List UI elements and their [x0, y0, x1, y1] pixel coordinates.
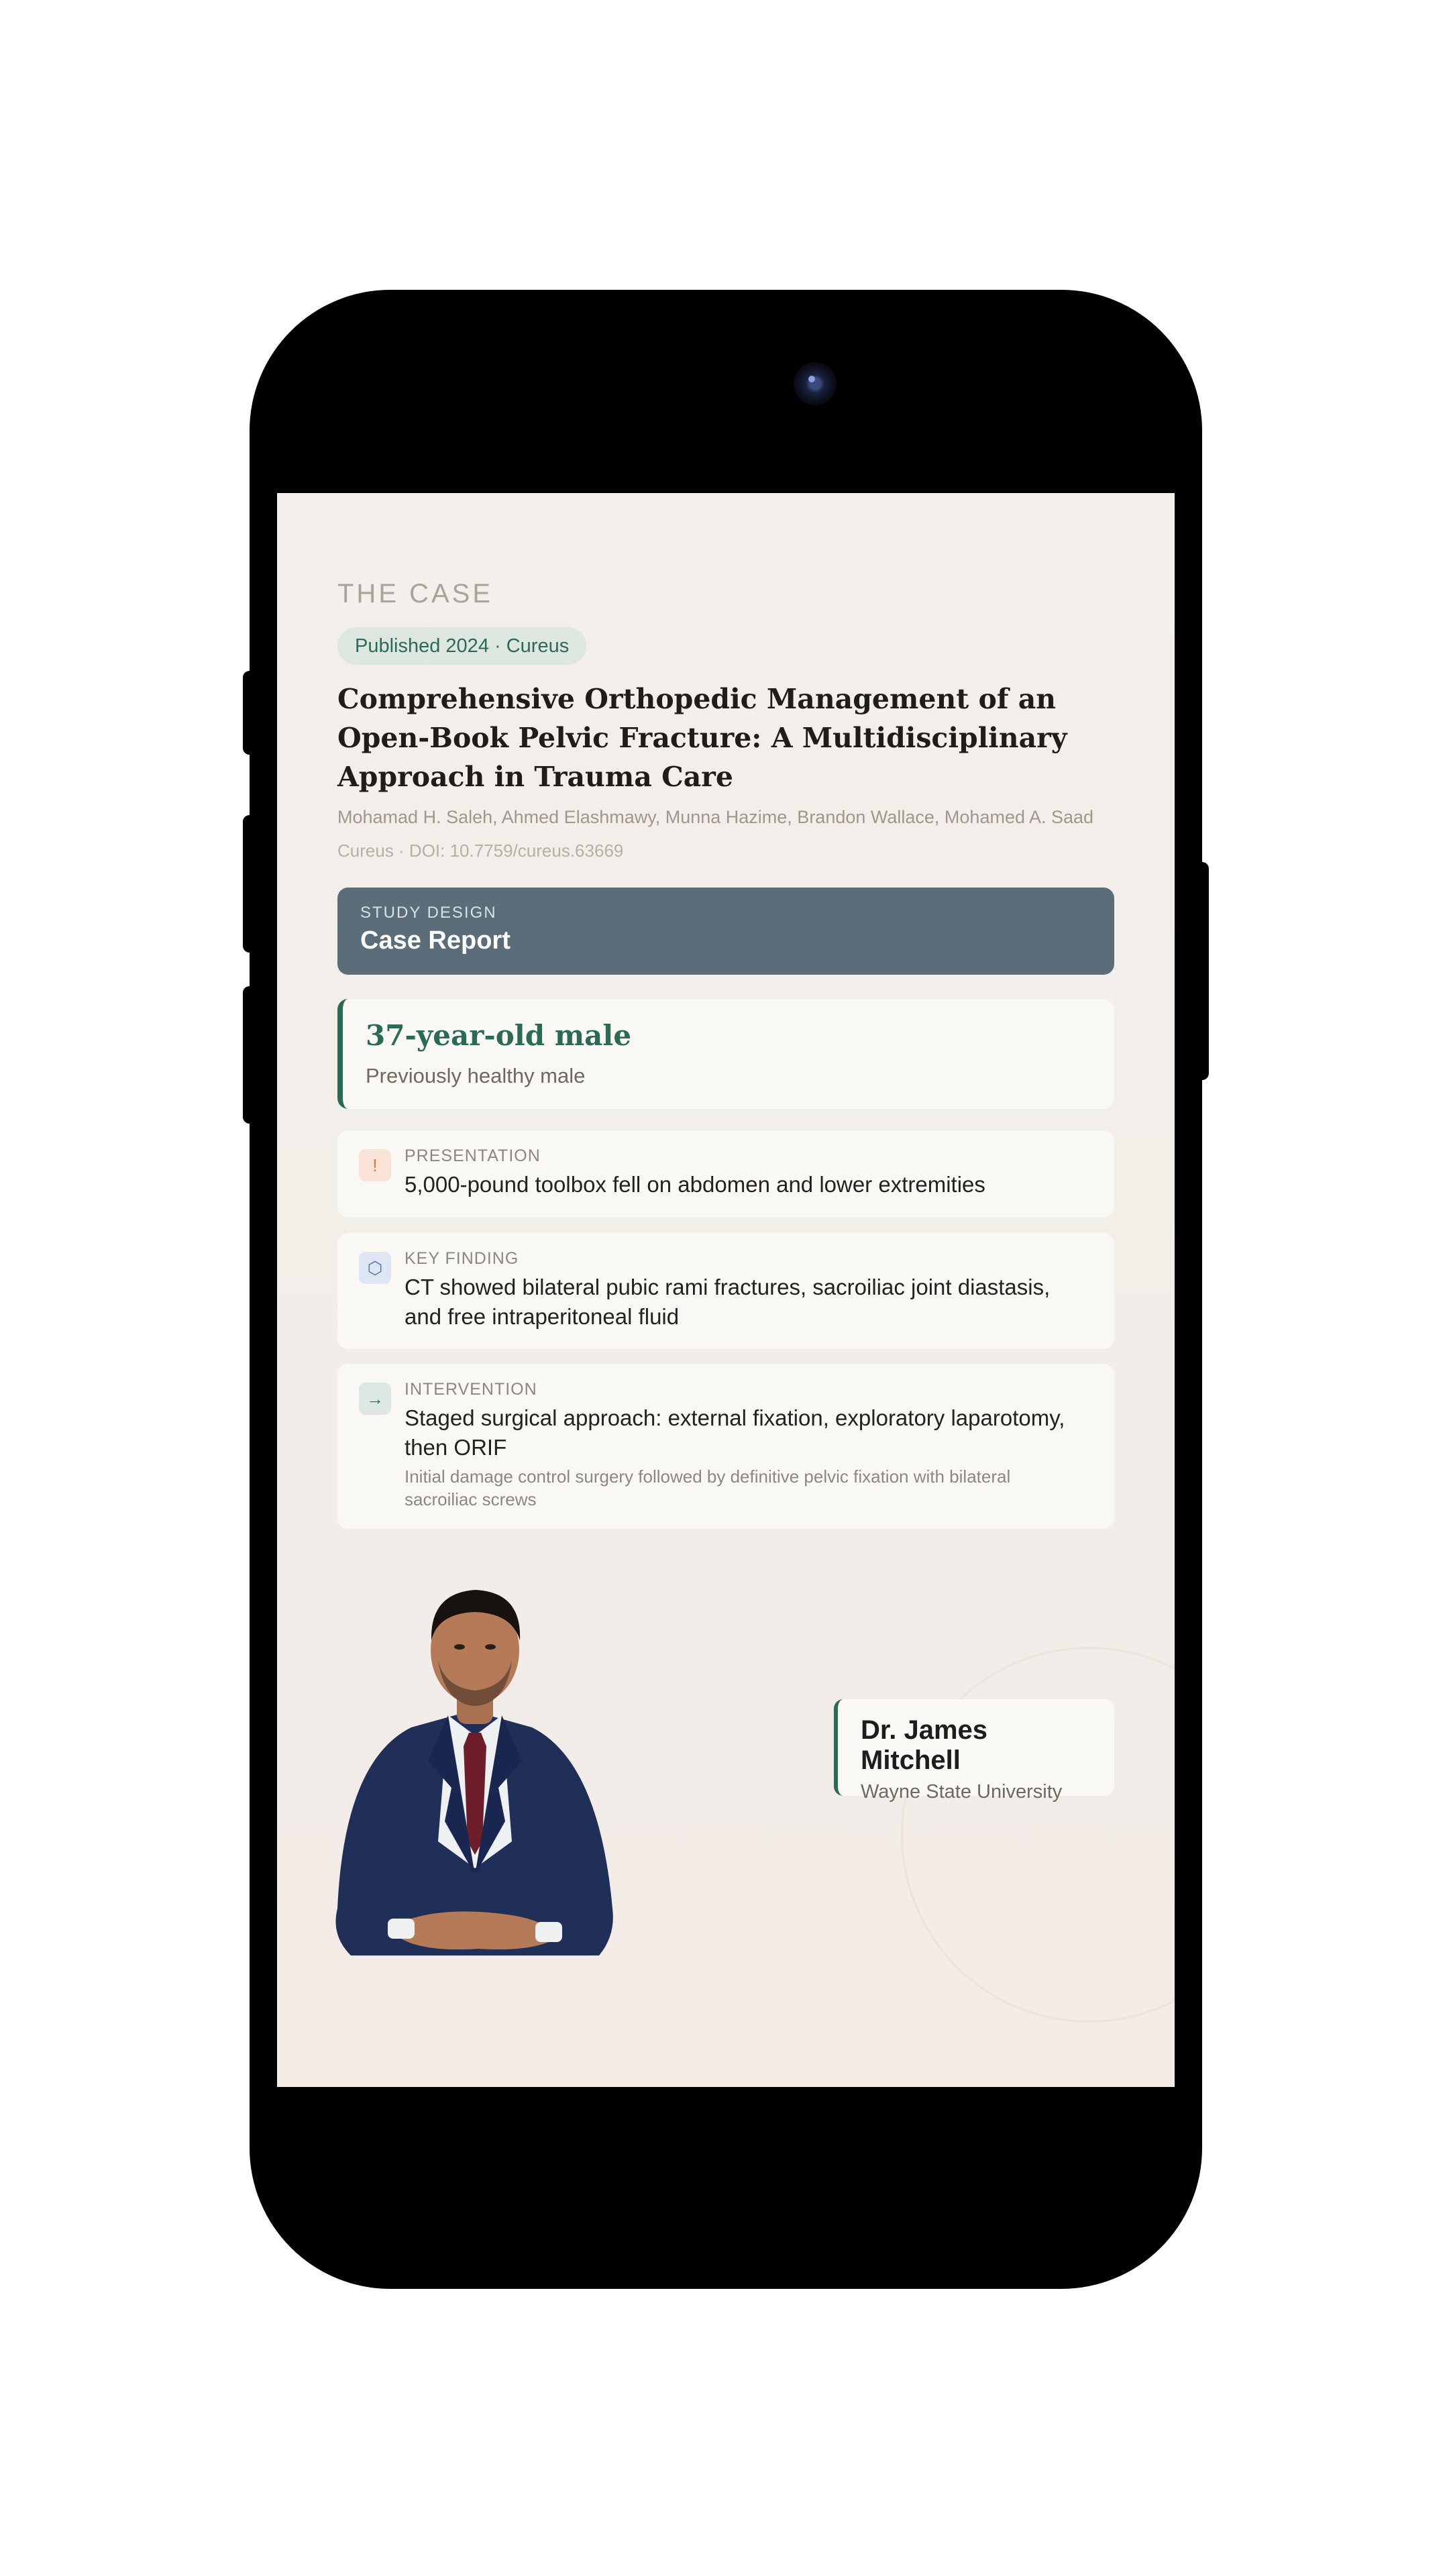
doi-line: Cureus · DOI: 10.7759/cureus.63669 — [337, 841, 624, 861]
screen — [277, 493, 1175, 2087]
front-camera-icon — [794, 362, 837, 405]
patient-age-sex: 37-year-old male — [366, 1019, 632, 1052]
card-label: KEY FINDING — [405, 1249, 519, 1268]
article-title: Comprehensive Orthopedic Management of an Open-Book Pelvic Fracture: A Multidisciplinary Approach in Trauma Care — [337, 683, 1067, 793]
card-text: Staged surgical approach: external fixation, exploratory laparotomy, then ORIF — [405, 1405, 1065, 1460]
arrow-right-icon: → — [359, 1383, 391, 1415]
presenter-card — [834, 1699, 1114, 1803]
presentation-card — [337, 1130, 1114, 1218]
author-list: Mohamad H. Saleh, Ahmed Elashmawy, Munna Hazime, Brandon Wallace, Mohamed A. Saad — [337, 807, 1094, 827]
study-design-value: Case Report — [360, 926, 511, 955]
hexagon-icon: ⬡ — [359, 1252, 391, 1284]
patient-card — [337, 999, 1114, 1109]
intervention-card — [337, 1364, 1114, 1529]
alert-icon: ! — [359, 1149, 391, 1181]
card-note: Initial damage control surgery followed by definitive pelvic fixation with bilateral sacroiliac screws — [405, 1466, 1011, 1509]
card-label: PRESENTATION — [405, 1146, 541, 1165]
key-finding-card — [337, 1233, 1114, 1349]
study-design-label: STUDY DESIGN — [360, 904, 497, 922]
study-design-card — [337, 888, 1114, 975]
card-text: CT showed bilateral pubic rami fractures, sacroiliac joint diastasis, and free intraperitoneal fluid — [405, 1275, 1051, 1329]
patient-history: Previously healthy male — [366, 1064, 586, 1087]
presenter-affiliation: Wayne State University — [861, 1781, 1063, 1803]
card-text: 5,000-pound toolbox fell on abdomen and lower extremities — [405, 1172, 985, 1197]
presenter-portrait — [311, 1560, 639, 1996]
card-label: INTERVENTION — [405, 1380, 537, 1399]
section-eyebrow: THE CASE — [337, 579, 494, 608]
published-badge: Published 2024 · Cureus — [337, 627, 586, 665]
presenter-name: Dr. James Mitchell — [861, 1715, 988, 1775]
